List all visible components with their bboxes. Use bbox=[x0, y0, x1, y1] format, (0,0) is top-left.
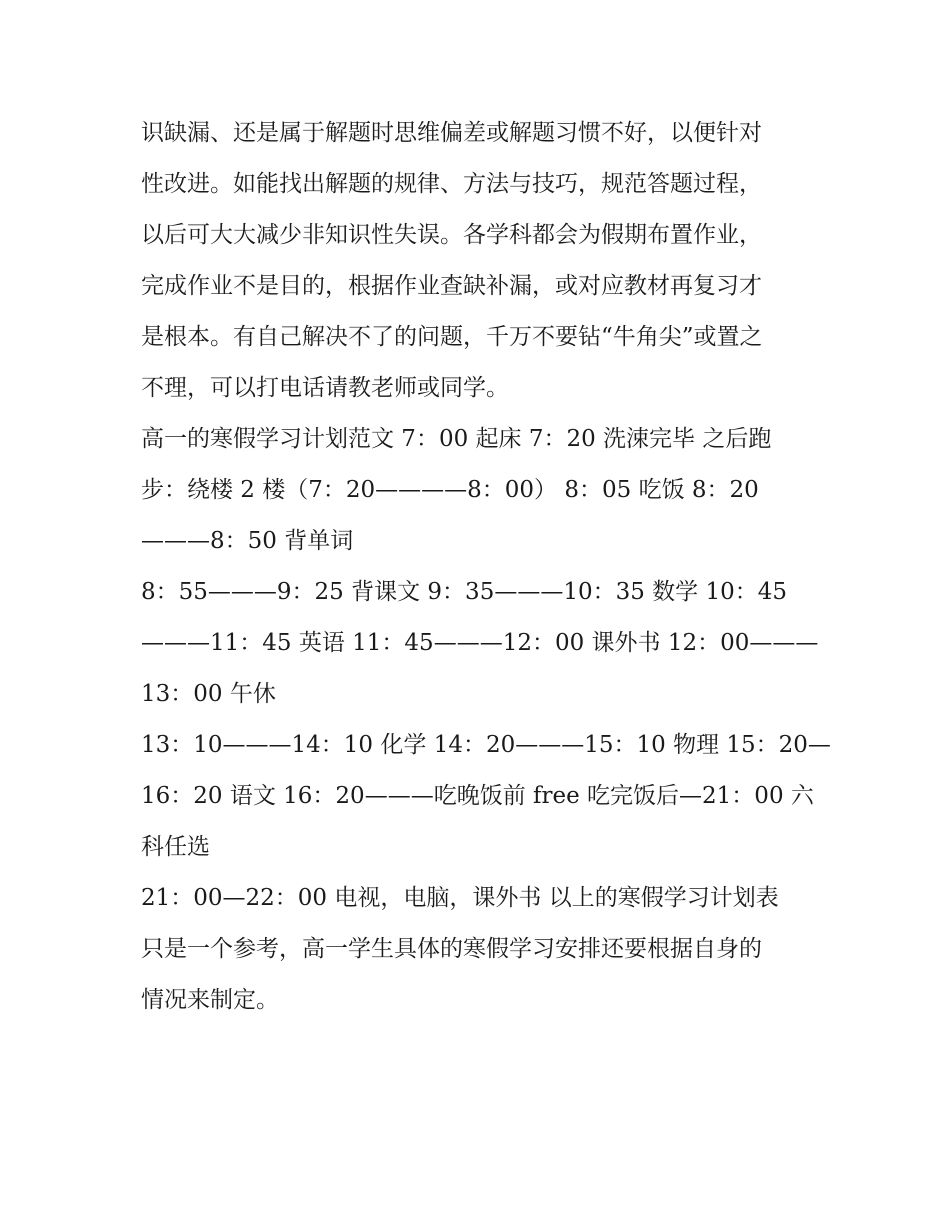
text-line-14: 16：20 语文 16：20———吃晚饭前 free 吃完饭后—21：00 六 bbox=[141, 783, 814, 809]
text-line-3: 以后可大大减少非知识性失误。各学科都会为假期布置作业， bbox=[141, 222, 762, 248]
text-line-11: ———11：45 英语 11：45———12：00 课外书 12：00——— bbox=[141, 630, 819, 656]
text-line-4: 完成作业不是目的，根据作业查缺补漏，或对应教材再复习才 bbox=[141, 273, 762, 299]
text-line-5: 是根本。有自己解决不了的问题，千万不要钻“牛角尖”或置之 bbox=[141, 324, 763, 350]
text-line-16: 21：00—22：00 电视，电脑，课外书 以上的寒假学习计划表 bbox=[141, 885, 779, 911]
text-line-7: 高一的寒假学习计划范文 7：00 起床 7：20 洗涑完毕 之后跑 bbox=[141, 426, 772, 452]
text-line-12: 13：00 午休 bbox=[141, 681, 276, 707]
text-line-8: 步：绕楼 2 楼（7：20————8：00） 8：05 吃饭 8：20 bbox=[141, 477, 759, 503]
text-line-10: 8：55———9：25 背课文 9：35———10：35 数学 10：45 bbox=[141, 579, 788, 605]
text-line-6: 不理，可以打电话请教老师或同学。 bbox=[141, 375, 509, 401]
text-line-17: 只是一个参考，高一学生具体的寒假学习安排还要根据自身的 bbox=[141, 936, 762, 962]
text-line-9: ———8：50 背单词 bbox=[141, 528, 354, 554]
text-line-13: 13：10———14：10 化学 14：20———15：10 物理 15：20— bbox=[141, 732, 831, 758]
text-line-1: 识缺漏、还是属于解题时思维偏差或解题习惯不好，以便针对 bbox=[141, 120, 762, 146]
text-line-15: 科任选 bbox=[141, 834, 210, 860]
text-line-18: 情况来制定。 bbox=[141, 987, 279, 1013]
document-body bbox=[141, 108, 831, 1026]
text-line-2: 性改进。如能找出解题的规律、方法与技巧，规范答题过程， bbox=[141, 171, 762, 197]
